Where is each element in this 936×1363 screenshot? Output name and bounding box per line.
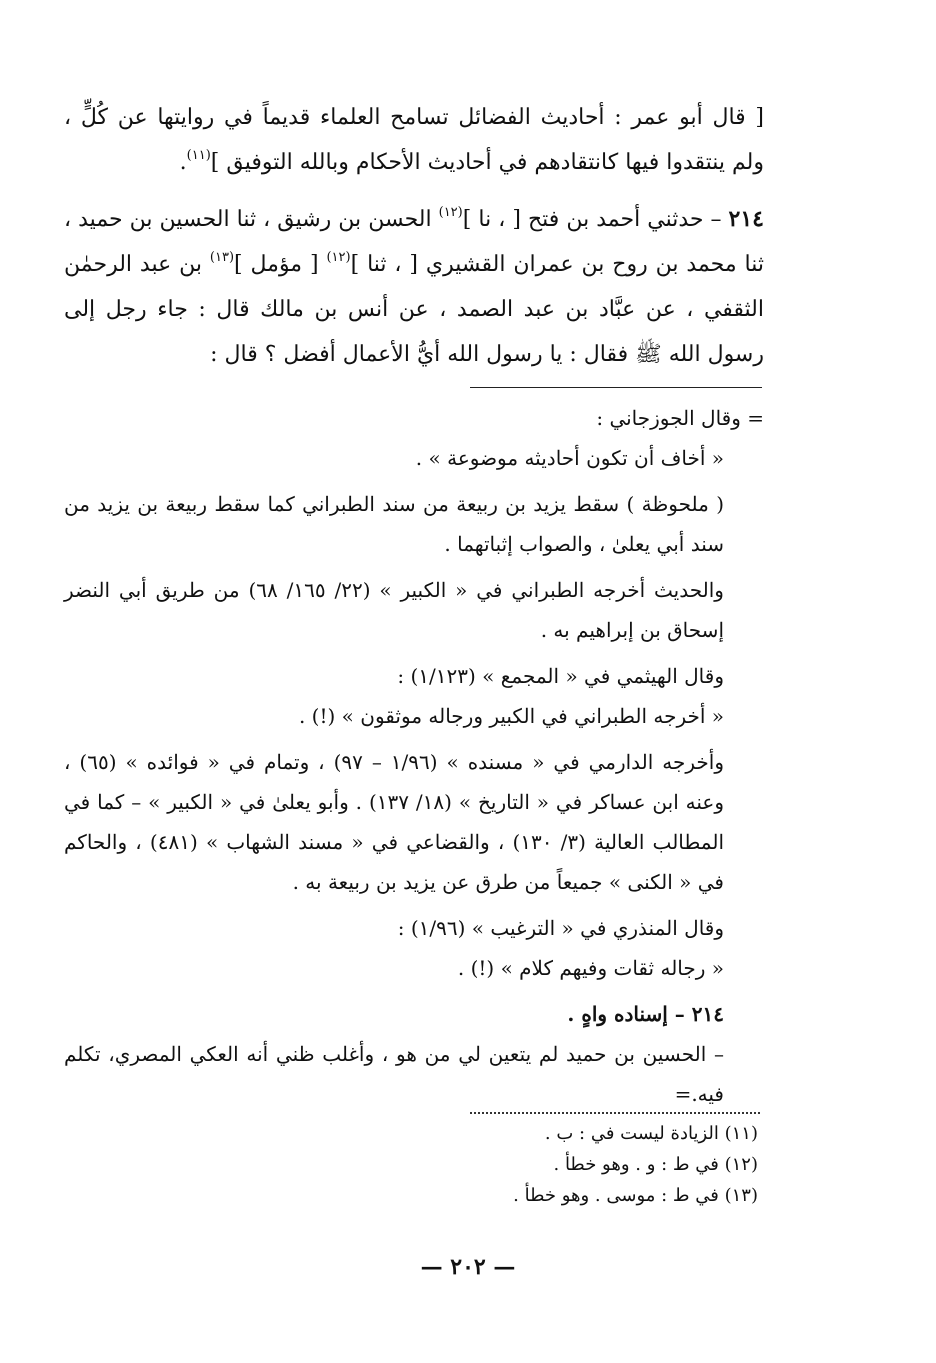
paragraph-end: . [179, 150, 187, 175]
note-quote-1: « أخاف أن تكون أحاديثه موضوعة » . [415, 446, 724, 470]
isnad-part-3: [ مؤمل ] [234, 252, 327, 277]
note-quote-2: « أخرجه الطبراني في الكبير ورجاله موثقون » (!) . [298, 704, 724, 728]
note-mundhiri: وقال المنذري في « الترغيب » (١/٩٦) : [397, 916, 724, 940]
note-isnad-heading: ٢١٤ – إسناده واهٍ . [567, 1002, 724, 1026]
commentary [64, 398, 764, 1114]
hadith-number: ٢١٤ [728, 206, 764, 232]
note-darimi: وأخرجه الدارمي في « مسنده » (١/٩٦ – ٩٧) ، وتمام في « فوائده » (٦٥) ، وعنه ابن عساكر في « التاريخ » (١٨/ ١٣٧) . وأبو يعلىٰ في « الكبير » – كما في المطالب العالية (٣/ ١٣٠) ، والقضاعي في « مسند الشهاب » (٤٨١) ، والحاكم في « الكنى » جميعاً من طرق عن يزيد بن ربيعة به . [64, 750, 725, 894]
page-number: — ٢٠٢ — [420, 1254, 516, 1280]
footnote-ref-13: (١٣) [209, 250, 235, 265]
note-jawzajani: = وقال الجوزجاني : [596, 406, 764, 430]
paragraph-abu-umar [64, 95, 764, 185]
footnote-13: (١٣) في ط : موسى . وهو خطأ . [513, 1185, 758, 1206]
footnote-11: (١١) الزيادة ليست في : ب . [544, 1123, 758, 1144]
footnote-12: (١٢) في ط : و . وهو خطأ . [553, 1154, 758, 1175]
matn-text: بن عبد الرحمٰن الثقفي ، عن عبَّاد بن عبد الصمد ، عن أنس بن مالك قال : جاء رجل إلى رسول الله ﷺ فقال : يا رسول الله أيُّ الأعمال أفضل ؟ قال : [64, 252, 764, 367]
footnotes [64, 1118, 764, 1211]
note-quote-3: « رجاله ثقات وفيهم كلام » (!) . [457, 956, 724, 980]
footnote-ref-11: (١١) [186, 148, 211, 163]
note-observation: ( ملحوظة ) سقط يزيد بن ربيعة من سند الطبراني كما سقط ربيعة بن يزيد من سند أبي يعلىٰ ، والصواب إثباتهما . [64, 492, 724, 556]
separator-rule [470, 387, 762, 388]
isnad-part-1: – حدثني أحمد بن فتح [ ، نا ] [462, 207, 729, 232]
note-tabarani: والحديث أخرجه الطبراني في « الكبير » (٢٢/ ١٦٥/ ٦٨) من طريق أبي النضر إسحاق بن إبراهيم به . [64, 578, 724, 642]
footnote-ref-12: (١٢) [438, 205, 463, 220]
note-husayn: – الحسين بن حميد لم يتعين لي من هو ، وأغلب ظني أنه العكي المصري، تكلم فيه.= [64, 1042, 724, 1106]
paragraph-text: [ قال أبو عمر : أحاديث الفضائل تسامح العلماء قديماً في روايتها عن كُلٍّ ، ولم ينتقدوا فيها كانتقادهم في أحاديث الأحكام وبالله التوفيق ] [64, 105, 764, 175]
footnote-separator [470, 1112, 760, 1114]
isnad-part-2: الحسن بن رشيق ، ثنا الحسين بن حميد ، ثنا محمد بن روح بن عمران القشيري [ ، ثنا ] [64, 207, 764, 277]
hadith-214 [64, 197, 764, 377]
footnote-ref-12b: (١٢) [326, 250, 351, 265]
main-text [64, 95, 764, 377]
note-haythami: وقال الهيثمي في « المجمع » (١/١٢٣) : [397, 664, 724, 688]
